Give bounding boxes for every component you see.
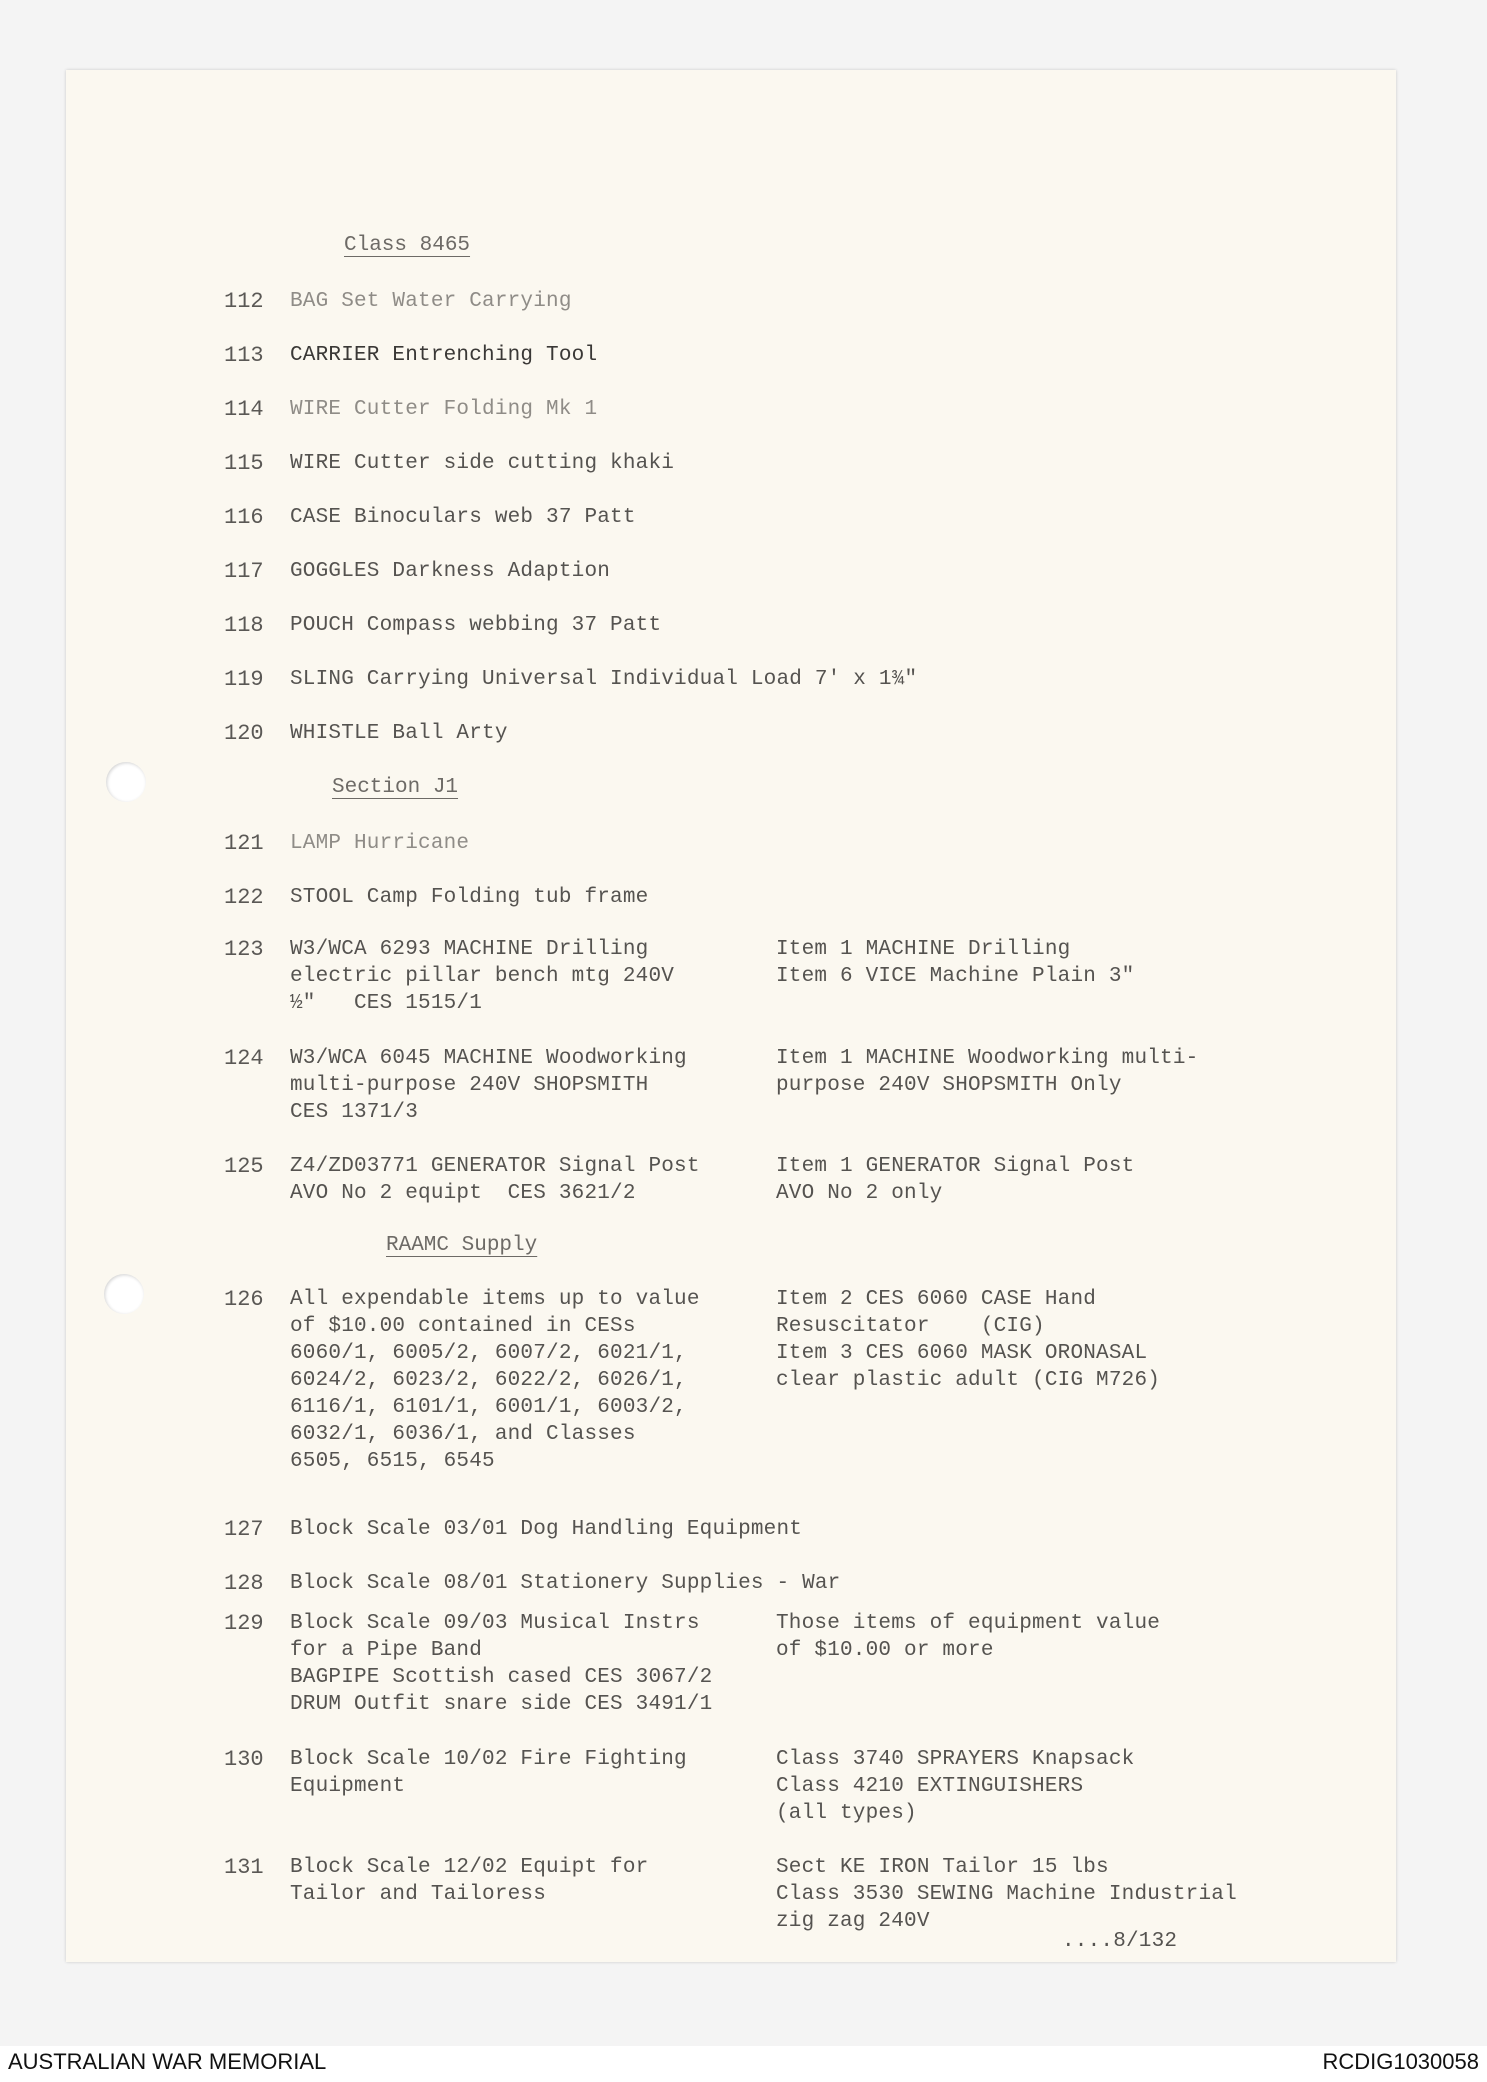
description-line: multi-purpose 240V SHOPSMITH: [290, 1074, 649, 1097]
item-number: 131: [224, 1855, 264, 1880]
note-line: Those items of equipment value: [776, 1612, 1161, 1635]
description-line: Block Scale 10/02 Fire Fighting: [290, 1748, 687, 1771]
description-line: WIRE Cutter Folding Mk 1: [290, 398, 598, 421]
item-number: 123: [224, 937, 264, 962]
description-line: Z4/ZD03771 GENERATOR Signal Post: [290, 1155, 700, 1178]
description-line: 6060/1, 6005/2, 6007/2, 6021/1,: [290, 1342, 687, 1365]
item-description: [290, 1570, 841, 1597]
note-line: Resuscitator (CIG): [776, 1315, 1045, 1338]
note-line: Class 3530 SEWING Machine Industrial: [776, 1883, 1237, 1906]
item-description: [290, 558, 610, 585]
note-line: (all types): [776, 1802, 917, 1825]
item-note: [776, 1286, 1160, 1394]
item-number: 127: [224, 1517, 264, 1542]
description-line: STOOL Camp Folding tub frame: [290, 886, 649, 909]
description-line: GOGGLES Darkness Adaption: [290, 560, 611, 583]
footer-document-id: RCDIG1030058: [1322, 2049, 1479, 2074]
item-description: [290, 830, 469, 857]
description-line: LAMP Hurricane: [290, 832, 470, 855]
note-line: Item 2 CES 6060 CASE Hand: [776, 1288, 1097, 1311]
description-line: CASE Binoculars web 37 Patt: [290, 506, 636, 529]
item-number: 115: [224, 451, 264, 476]
item-description: [290, 504, 636, 531]
note-line: Class 3740 SPRAYERS Knapsack: [776, 1748, 1135, 1771]
item-note: [776, 1610, 1160, 1664]
item-note: [776, 1045, 1198, 1099]
item-description: [290, 396, 597, 423]
item-description: [290, 720, 508, 747]
note-line: AVO No 2 only: [776, 1182, 943, 1205]
item-description: [290, 612, 661, 639]
note-line: zig zag 240V: [776, 1910, 930, 1933]
description-line: Block Scale 09/03 Musical Instrs: [290, 1612, 700, 1635]
continuation-marker: ....8/132: [1062, 1930, 1178, 1953]
item-description: [290, 1045, 687, 1126]
note-line: purpose 240V SHOPSMITH Only: [776, 1074, 1122, 1097]
description-line: DRUM Outfit snare side CES 3491/1: [290, 1693, 713, 1716]
item-number: 128: [224, 1571, 264, 1596]
description-line: BAGPIPE Scottish cased CES 3067/2: [290, 1666, 713, 1689]
note-line: Item 1 GENERATOR Signal Post: [776, 1155, 1135, 1178]
note-line: Item 6 VICE Machine Plain 3": [776, 965, 1135, 988]
description-line: SLING Carrying Universal Individual Load 7' x 1¾": [290, 668, 918, 691]
item-note: [776, 1746, 1134, 1827]
description-line: 6505, 6515, 6545: [290, 1450, 495, 1473]
description-line: W3/WCA 6045 MACHINE Woodworking: [290, 1047, 687, 1070]
description-line: 6024/2, 6023/2, 6022/2, 6026/1,: [290, 1369, 687, 1392]
description-line: 6032/1, 6036/1, and Classes: [290, 1423, 636, 1446]
item-note: [776, 1854, 1237, 1935]
item-number: 120: [224, 721, 264, 746]
item-number: 122: [224, 885, 264, 910]
item-description: [290, 936, 674, 1017]
item-description: [290, 1153, 700, 1207]
punch-hole-bottom: [104, 1274, 144, 1314]
item-description: [290, 288, 572, 315]
description-line: CES 1371/3: [290, 1101, 419, 1124]
class-heading: Class 8465: [344, 234, 471, 257]
item-number: 114: [224, 397, 264, 422]
item-number: 121: [224, 831, 264, 856]
item-number: 129: [224, 1611, 264, 1636]
item-description: [290, 1746, 687, 1800]
note-line: Item 3 CES 6060 MASK ORONASAL: [776, 1342, 1148, 1365]
item-number: 118: [224, 613, 264, 638]
description-line: WIRE Cutter side cutting khaki: [290, 452, 675, 475]
note-line: Item 1 MACHINE Drilling: [776, 938, 1071, 961]
description-line: of $10.00 contained in CESs: [290, 1315, 636, 1338]
description-line: Block Scale 03/01 Dog Handling Equipment: [290, 1518, 803, 1541]
punch-hole-top: [106, 762, 146, 802]
item-description: [290, 1516, 802, 1543]
item-note: [776, 936, 1134, 990]
description-line: All expendable items up to value: [290, 1288, 700, 1311]
item-number: 124: [224, 1046, 264, 1071]
description-line: AVO No 2 equipt CES 3621/2: [290, 1182, 636, 1205]
description-line: WHISTLE Ball Arty: [290, 722, 508, 745]
item-note: [776, 1153, 1134, 1207]
note-line: Sect KE IRON Tailor 15 lbs: [776, 1856, 1109, 1879]
note-line: Item 1 MACHINE Woodworking multi-: [776, 1047, 1199, 1070]
item-number: 113: [224, 343, 264, 368]
description-line: BAG Set Water Carrying: [290, 290, 572, 313]
item-description: [290, 1854, 648, 1908]
description-line: ½" CES 1515/1: [290, 992, 483, 1015]
item-number: 125: [224, 1154, 264, 1179]
description-line: Block Scale 08/01 Stationery Supplies - War: [290, 1572, 841, 1595]
item-number: 126: [224, 1287, 264, 1312]
note-line: clear plastic adult (CIG M726): [776, 1369, 1161, 1392]
item-description: [290, 884, 648, 911]
description-line: Equipment: [290, 1775, 406, 1798]
item-description: [290, 450, 674, 477]
description-line: W3/WCA 6293 MACHINE Drilling: [290, 938, 649, 961]
item-number: 112: [224, 289, 264, 314]
item-number: 119: [224, 667, 264, 692]
description-line: electric pillar bench mtg 240V: [290, 965, 675, 988]
item-description: [290, 1286, 700, 1475]
description-line: Tailor and Tailoress: [290, 1883, 547, 1906]
document-page: [66, 70, 1396, 1962]
footer-archive-name: AUSTRALIAN WAR MEMORIAL: [8, 2049, 327, 2074]
item-number: 116: [224, 505, 264, 530]
description-line: Block Scale 12/02 Equipt for: [290, 1856, 649, 1879]
item-number: 130: [224, 1747, 264, 1772]
description-line: CARRIER Entrenching Tool: [290, 344, 598, 367]
note-line: of $10.00 or more: [776, 1639, 994, 1662]
description-line: 6116/1, 6101/1, 6001/1, 6003/2,: [290, 1396, 687, 1419]
raamc-heading: RAAMC Supply: [386, 1234, 538, 1257]
note-line: Class 4210 EXTINGUISHERS: [776, 1775, 1084, 1798]
item-description: [290, 1610, 712, 1718]
item-number: 117: [224, 559, 264, 584]
description-line: POUCH Compass webbing 37 Patt: [290, 614, 662, 637]
description-line: for a Pipe Band: [290, 1639, 483, 1662]
item-description: [290, 342, 597, 369]
item-description: [290, 666, 917, 693]
section-heading: Section J1: [332, 776, 459, 799]
